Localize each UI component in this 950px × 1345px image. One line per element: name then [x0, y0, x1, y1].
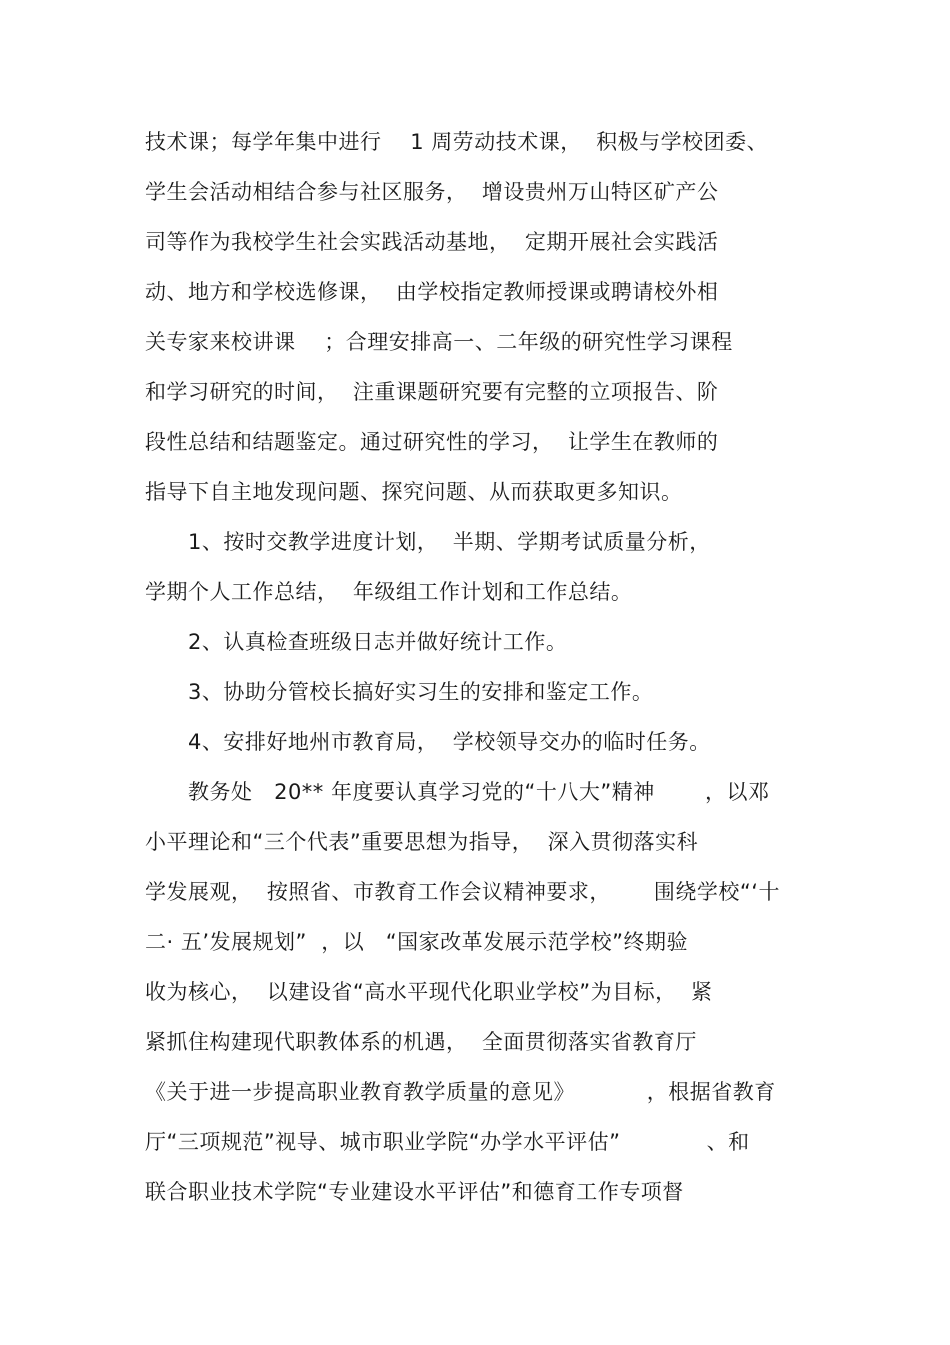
text-line-12: 3、协助分管校长搞好实习生的安排和鉴定工作。 [145, 680, 654, 704]
text-line-10: 学期个人工作总结， 年级组工作计划和工作总结。 [145, 580, 633, 604]
text-line-18: 收为核心， 以建设省“高水平现代化职业学校”为目标， 紧 [145, 980, 713, 1004]
text-line-21: 厅“三项规范”视导、城市职业学院“办学水平评估” 、和 [145, 1130, 750, 1154]
text-line-6: 和学习研究的时间， 注重课题研究要有完整的立项报告、阶 [145, 380, 719, 404]
text-line-2: 学生会活动相结合参与社区服务， 增设贵州万山特区矿产公 [145, 180, 719, 204]
text-line-15: 小平理论和“三个代表”重要思想为指导， 深入贯彻落实科 [145, 830, 699, 854]
text-line-1: 技术课；每学年集中进行 1 周劳动技术课， 积极与学校团委、 [145, 130, 769, 154]
text-line-22: 联合职业技术学院“专业建设水平评估”和德育工作专项督 [145, 1180, 684, 1204]
text-line-11: 2、认真检查班级日志并做好统计工作。 [145, 630, 568, 654]
text-line-20: 《关于进一步提高职业教育教学质量的意见》 ，根据省教育 [145, 1080, 776, 1104]
text-line-5: 关专家来校讲课 ；合理安排高一、二年级的研究性学习课程 [145, 330, 733, 354]
text-line-4: 动、地方和学校选修课， 由学校指定教师授课或聘请校外相 [145, 280, 719, 304]
text-line-9: 1、按时交教学进度计划， 半期、学期考试质量分析， [145, 530, 711, 554]
text-line-8: 指导下自主地发现问题、探究问题、从而获取更多知识。 [145, 480, 683, 504]
text-line-3: 司等作为我校学生社会实践活动基地， 定期开展社会实践活 [145, 230, 719, 254]
text-line-16: 学发展观， 按照省、市教育工作会议精神要求， 围绕学校“‘十 [145, 880, 780, 904]
text-line-13: 4、安排好地州市教育局， 学校领导交办的临时任务。 [145, 730, 711, 754]
text-line-17: 二· 五’发展规划” ，以 “国家改革发展示范学校”终期验 [145, 930, 689, 954]
text-line-19: 紧抓住构建现代职教体系的机遇， 全面贯彻落实省教育厅 [145, 1030, 697, 1054]
text-line-7: 段性总结和结题鉴定。通过研究性的学习， 让学生在教师的 [145, 430, 719, 454]
text-line-14: 教务处 20** 年度要认真学习党的“十八大”精神 ，以邓 [145, 780, 770, 804]
